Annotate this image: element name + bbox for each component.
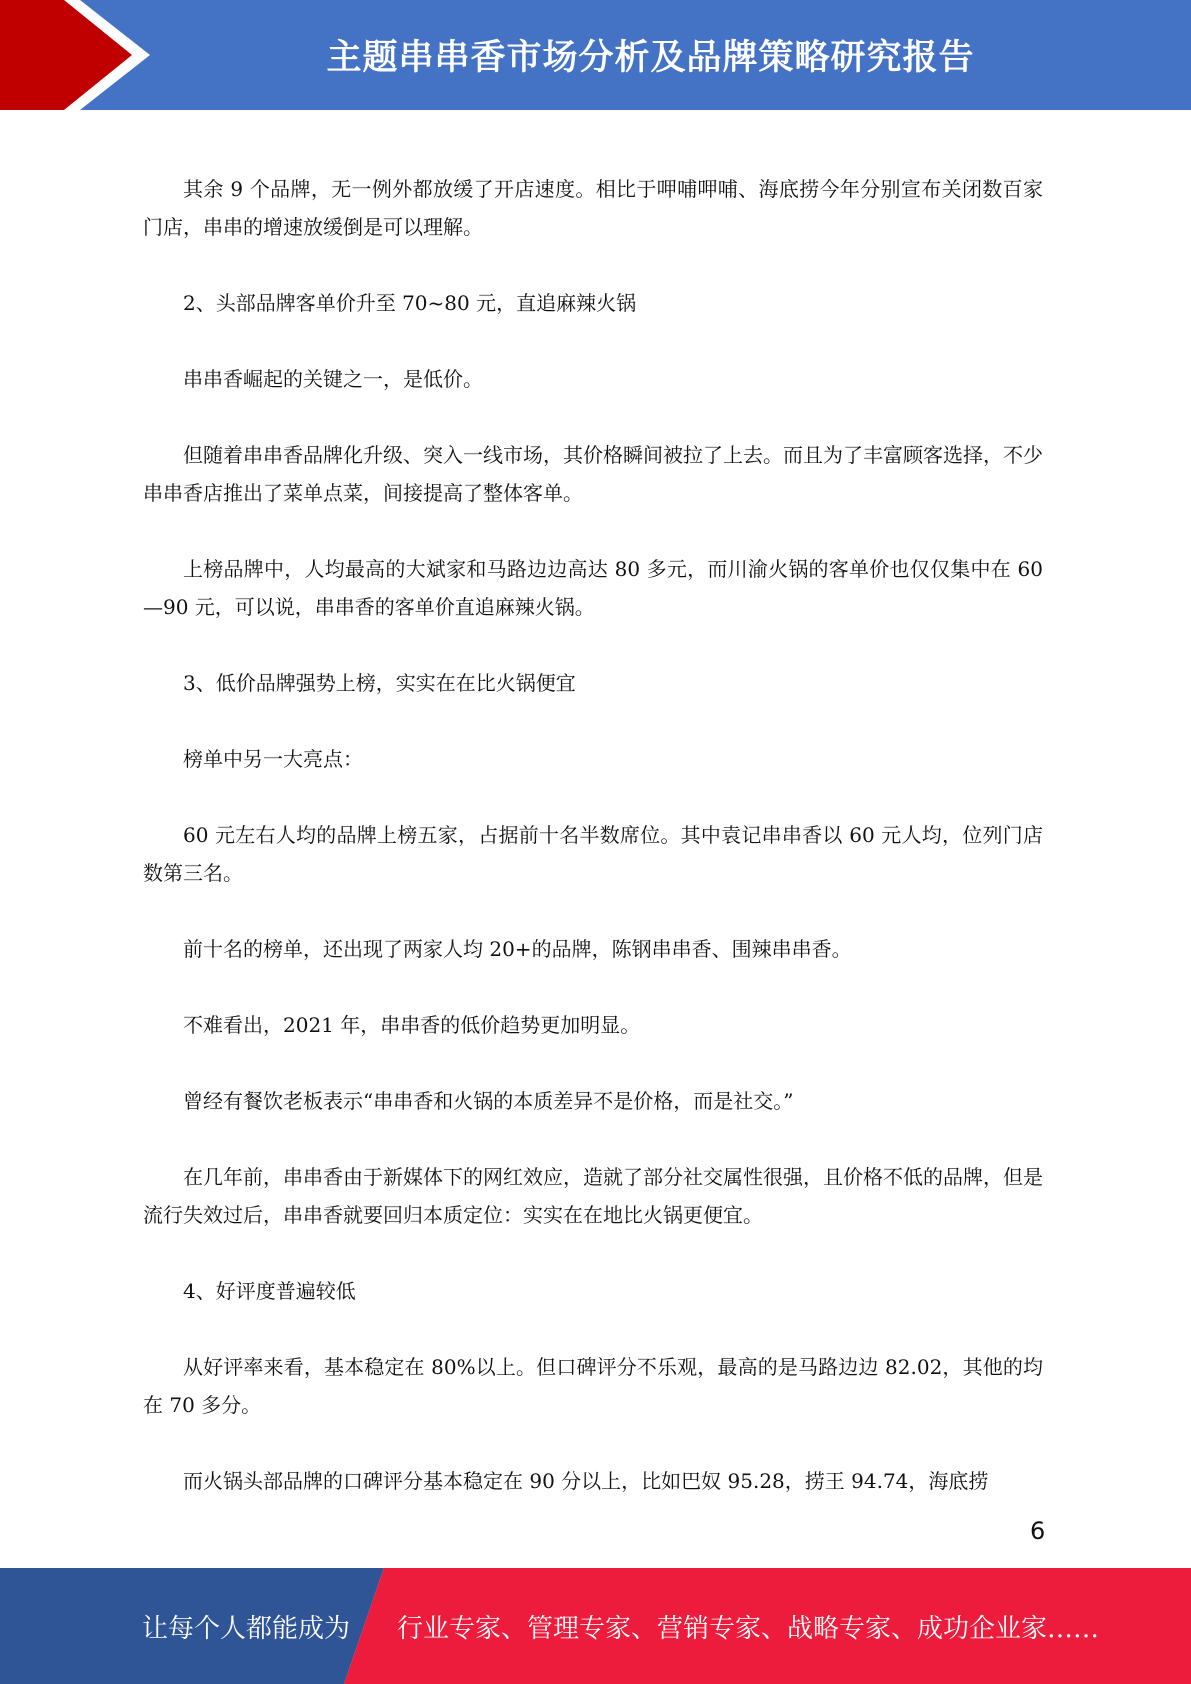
paragraph: 榜单中另一大亮点： [183,747,363,771]
paragraph: 上榜品牌中，人均最高的大斌家和马路边边高达 80 多元，而川渝火锅的客单价也仅仅集中在 60—90 元，可以说，串串香的客单价直追麻辣火锅。 [143,557,1043,619]
footer-slogan-left: 让每个人都能成为 [142,1613,351,1644]
footer-banner [0,1568,1191,1684]
section-heading: 3、低价品牌强势上榜，实实在在比火锅便宜 [183,671,576,695]
page-number: 6 [1030,1517,1046,1545]
section-heading: 2、头部品牌客单价升至 70~80 元，直追麻辣火锅 [183,291,637,315]
document-title: 主题串串香市场分析及品牌策略研究报告 [326,38,975,78]
paragraph: 但随着串串香品牌化升级、突入一线市场，其价格瞬间被拉了上去。而且为了丰富顾客选择，不少串串香店推出了菜单点菜，间接提高了整体客单。 [143,443,1043,505]
paragraph: 60 元左右人均的品牌上榜五家，占据前十名半数席位。其中袁记串串香以 60 元人均，位列门店数第三名。 [143,823,1043,885]
footer-slogan-right: 行业专家、管理专家、营销专家、战略专家、成功企业家…… [397,1613,1100,1644]
paragraph: 不难看出，2021 年，串串香的低价趋势更加明显。 [183,1013,641,1037]
section-heading: 4、好评度普遍较低 [183,1279,356,1303]
paragraph: 其余 9 个品牌，无一例外都放缓了开店速度。相比于呷哺呷哺、海底捞今年分别宣布关闭数百家门店，串串的增速放缓倒是可以理解。 [143,177,1043,239]
paragraph: 前十名的榜单，还出现了两家人均 20+的品牌，陈钢串串香、围辣串串香。 [183,937,852,961]
paragraph: 曾经有餐饮老板表示“串串香和火锅的本质差异不是价格，而是社交。” [183,1089,794,1113]
paragraph: 而火锅头部品牌的口碑评分基本稳定在 90 分以上，比如巴奴 95.28，捞王 94.74，海底捞 [183,1469,989,1493]
report-body [143,170,1043,1500]
paragraph: 在几年前，串串香由于新媒体下的网红效应，造就了部分社交属性很强，且价格不低的品牌，但是流行失效过后，串串香就要回归本质定位：实实在在地比火锅更便宜。 [143,1165,1043,1227]
paragraph: 从好评率来看，基本稳定在 80%以上。但口碑评分不乐观，最高的是马路边边 82.02，其他的均在 70 多分。 [143,1355,1043,1417]
paragraph: 串串香崛起的关键之一，是低价。 [183,367,483,391]
header-chevron-decoration [0,0,160,110]
header-bar [0,0,1191,110]
